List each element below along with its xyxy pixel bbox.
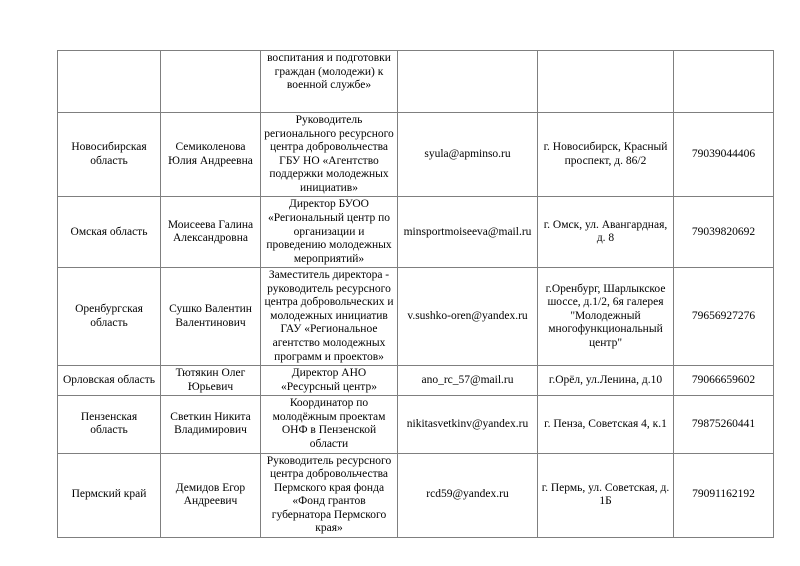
- cell-position: Директор АНО «Ресурсный центр»: [261, 366, 398, 396]
- cell-name: Тютякин Олег Юрьевич: [161, 366, 261, 396]
- cell-region: Омская область: [58, 197, 161, 268]
- cell-phone: 79066659602: [674, 366, 774, 396]
- cell-phone: 79875260441: [674, 396, 774, 453]
- cell-address: г. Пенза, Советская 4, к.1: [538, 396, 674, 453]
- cell-email: [398, 51, 538, 113]
- table-row: [58, 197, 774, 268]
- cell-name: Демидов Егор Андреевич: [161, 453, 261, 537]
- cell-region: Оренбургская область: [58, 268, 161, 366]
- cell-address: г.Орёл, ул.Ленина, д.10: [538, 366, 674, 396]
- table-row: [58, 396, 774, 453]
- cell-name: [161, 51, 261, 113]
- cell-phone: 79039820692: [674, 197, 774, 268]
- cell-email: minsportmoiseeva@mail.ru: [398, 197, 538, 268]
- cell-name: Семиколенова Юлия Андреевна: [161, 113, 261, 197]
- table-row: [58, 366, 774, 396]
- table-row: [58, 453, 774, 537]
- cell-region: Пермский край: [58, 453, 161, 537]
- table-row: [58, 268, 774, 366]
- cell-name: Моисеева Галина Александровна: [161, 197, 261, 268]
- cell-region: [58, 51, 161, 113]
- cell-region: Новосибирская область: [58, 113, 161, 197]
- cell-position: Координатор по молодёжным проектам ОНФ в Пензенской области: [261, 396, 398, 453]
- cell-phone: 79039044406: [674, 113, 774, 197]
- cell-address: [538, 51, 674, 113]
- regional-contacts-table: [57, 50, 774, 538]
- cell-email: rcd59@yandex.ru: [398, 453, 538, 537]
- cell-phone: [674, 51, 774, 113]
- cell-email: ano_rc_57@mail.ru: [398, 366, 538, 396]
- cell-email: nikitasvetkinv@yandex.ru: [398, 396, 538, 453]
- cell-position: Директор БУОО «Региональный центр по организации и проведению молодежных мероприятий»: [261, 197, 398, 268]
- cell-address: г. Омск, ул. Авангардная, д. 8: [538, 197, 674, 268]
- cell-name: Сушко Валентин Валентинович: [161, 268, 261, 366]
- cell-phone: 79091162192: [674, 453, 774, 537]
- cell-position: Заместитель директора - руководитель ресурсного центра добровольческих и молодежных инициатив ГАУ «Региональное агентство молодежных программ и проектов»: [261, 268, 398, 366]
- cell-address: г. Новосибирск, Красный проспект, д. 86/2: [538, 113, 674, 197]
- cell-email: v.sushko-oren@yandex.ru: [398, 268, 538, 366]
- cell-phone: 79656927276: [674, 268, 774, 366]
- cell-position: Руководитель ресурсного центра добровольчества Пермского края фонда «Фонд грантов губернатора Пермского края»: [261, 453, 398, 537]
- table-row: [58, 113, 774, 197]
- cell-position: Руководитель регионального ресурсного центра добровольчества ГБУ НО «Агентство поддержки молодежных инициатив»: [261, 113, 398, 197]
- cell-name: Светкин Никита Владимирович: [161, 396, 261, 453]
- cell-position: воспитания и подготовки граждан (молодежи) к военной службе»: [261, 51, 398, 113]
- cell-region: Орловская область: [58, 366, 161, 396]
- cell-address: г. Пермь, ул. Советская, д. 1Б: [538, 453, 674, 537]
- cell-email: syula@apminso.ru: [398, 113, 538, 197]
- cell-address: г.Оренбург, Шарлыкское шоссе, д.1/2, 6я галерея "Молодежный многофункциональный центр": [538, 268, 674, 366]
- table-row: [58, 51, 774, 113]
- cell-region: Пензенская область: [58, 396, 161, 453]
